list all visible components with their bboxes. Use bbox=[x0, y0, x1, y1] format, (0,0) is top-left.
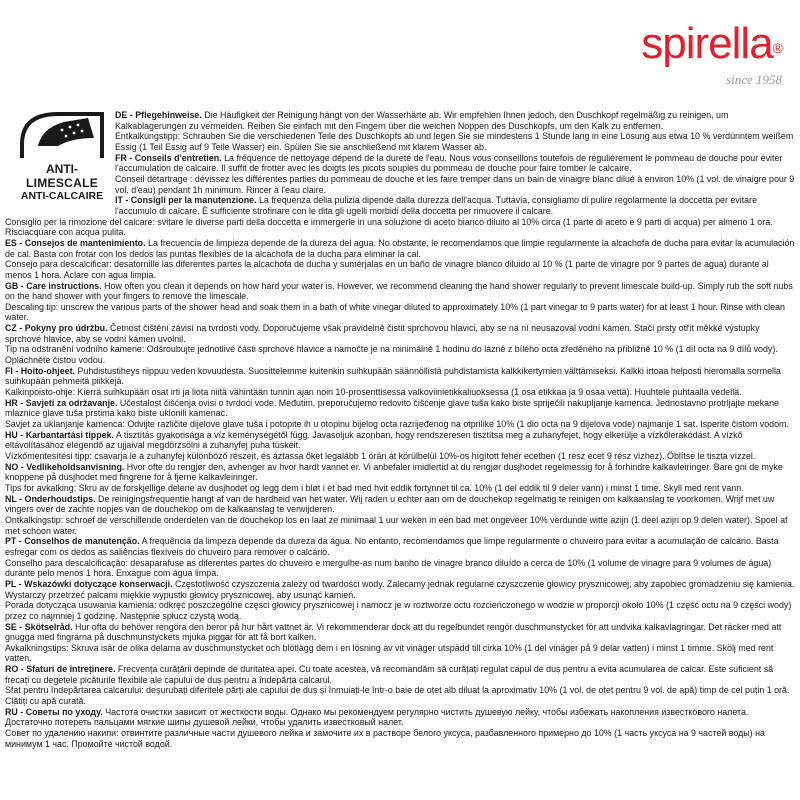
care-instructions-text bbox=[5, 110, 795, 749]
instruction-paragraph bbox=[5, 281, 795, 302]
paragraph-text: Puhdistustiheys riippuu veden kovuudesta. Suosittelemme kuitenkin suihkupään säännöllistä puhdistamista kalkkikertymien välttämiseksi. Kalkki irtoaa helposti hieromalla sormella suihkupään pehmeitä piikkejä. bbox=[5, 365, 781, 387]
language-heading: RU - Советы по уходу. bbox=[5, 706, 103, 717]
instruction-paragraph bbox=[5, 131, 795, 152]
instruction-paragraph bbox=[5, 685, 795, 706]
paragraph-text: Sfat pentru îndepărtarea calcarului: deșurubați diferitele părți ale capului de duș și înmuiați-le într-o baie de oțet alb diluat la aproximativ 10% (1 vol. de oțet pentru 9 vol. de apă) timp de cel puțin 1 oră. Clătiți cu apă curată. bbox=[5, 685, 790, 707]
paragraph-text: Consiglio per la rimozione del calcare: svitare le diverse parti della doccetta e immergerle in una soluzione di aceto bianco diluito al 10% circa (1 parte di aceto e 9 parti di acqua) per almeno 1 ora. Risciacquare con acqua pulita. bbox=[5, 216, 773, 238]
paragraph-text: Entkalkungstipp: Schrauben Sie die verschiedenen Teile des Duschkopfs ab und legen Sie sie mindestens 1 Stunde lang in eine Lösung aus etwa 10 % verdünntem weißem Essig (1 Teil Essig auf 9 Teile Wasser) ein. Spülen Sie sie anschließend mit klarem Wasser ab. bbox=[115, 131, 794, 152]
paragraph-text: Częstotliwość czyszczenia zależy od twardości wody. Zalecamy jednak regularne czyszczenie głowicy prysznicowej, aby zapobiec gromadzeniu się kamienia. Wystarczy przetrzeć palcami miękkie wypustki głowicy prysznicowej, aby usunąć kamień. bbox=[5, 578, 795, 600]
paragraph-text: Četnost čištění závisí na tvrdosti vody. Doporučujeme však pravidelně čistit sprchovou hlavici, aby se na ní neusazoval vodní kámen. Stačí prsty otřít měkké výstupky sprchové hlavice, aby se vodní kámen uvolnil. bbox=[5, 323, 760, 344]
brand-since: since 1958 bbox=[726, 72, 782, 87]
instruction-paragraph bbox=[5, 483, 795, 494]
paragraph-text: Ontkalkingstip: schroef de verschillende onderdelen van de douchekop los en laat ze minimaal 1 uur weken in een bad met ongeveer 10% verdunde witte azijn (1 deel azijn op 9 delen water). Spoel af met schoon water. bbox=[5, 514, 788, 536]
language-heading: GB - Care instructions. bbox=[5, 280, 102, 291]
paragraph-text: La frecuencia de limpieza depende de la dureza del agua. No obstante, le recomendamos que limpie regularmente la alcachofa de ducha para evitar la acumulación de cal. Basta con frotar con los dedos las puntas flexibles de la alcachofa de la ducha para eliminar la cal. bbox=[5, 237, 795, 259]
language-heading: FI - Hoito-ohjeet. bbox=[5, 365, 76, 376]
instruction-paragraph bbox=[5, 515, 795, 536]
language-heading: HU - Karbantartási tippek. bbox=[5, 429, 114, 440]
paragraph-text: Die Häufigkeit der Reinigung hängt von der Wasserhärte ab. Wir empfehlen Ihnen jedoch, den Duschkopf regelmäßig zu reinigen, um Kalkablagerungen zu vermeiden. Reiben Sie einfach mit den Fingern über die weichen Noppen des Duschkopfs, um den Kalk zu entfernen. bbox=[115, 110, 729, 131]
instruction-paragraph bbox=[5, 238, 795, 259]
paragraph-text: Tips for avkalking: Skru av de forskjellige delene av dusjhodet og legg dem i bløt i et bad med hvit eddik fortynnet til ca. 10% (1 del eddik til 9 deler vann) i minst 1 time. Skyll med rent vann. bbox=[5, 482, 744, 493]
language-heading: CZ - Pokyny pro údržbu. bbox=[5, 323, 108, 334]
language-heading: PT - Conselhos de manutenção. bbox=[5, 536, 140, 547]
instruction-paragraph bbox=[5, 430, 795, 451]
instruction-paragraph bbox=[5, 622, 795, 643]
paragraph-text: Savjet za uklanjanje kamenca: Odvijte različite dijelove glave tuša i potopite ih u otopinu bijelog octa razrijeđenog na otprilike 10% (1 dio octa na 9 dijelova vode) najmanje 1 sat. Isperite čistom vodom. bbox=[5, 419, 789, 430]
paragraph-text: A frequência da limpeza depende da dureza da água. No entanto, recomendamos que limpe regularmente o chuveiro para evitar a acumulação de calcário. Basta esfregar com os dedos as saliências flexíveis do chuveiro para remover o calcário. bbox=[5, 536, 779, 557]
paragraph-text: A tisztítás gyakorisága a víz keménységétől függ. Javasoljuk azonban, hogy rendszeresen tisztítsa meg a zuhanyfejet, hogy elkerülje a vízkőlerakódást. A vízkő eltávolításához elegendő az ujjaival megdörzsölni a zuhanyfej puha tüskéit. bbox=[5, 429, 743, 451]
paragraph-text: Совет по удалению накипи: отвинтите различные части душевого лейка и замочите их в растворе белого уксуса, разбавленного примерно до 10% (1 часть уксуса на 9 частей воды) на минимум 1 час. Промойте чистой водой. bbox=[5, 728, 765, 749]
language-heading: RO - Sfaturi de întreținere. bbox=[5, 664, 116, 675]
paragraph-text: Conselho para descalcificação: desaparafuse as diferentes partes do chuveiro e mergulhe-as num banho de vinagre branco diluído a cerca de 10% (1 volume de vinagre para 9 volumes de água) durante pelo menos 1 hora. Enxague com água limpa. bbox=[5, 557, 772, 579]
brand-logo bbox=[641, 19, 782, 88]
paragraph-text: Conseil détartrage : dévissez les différentes parties du pommeau de douche et les faire tremper dans un bain de vinaigre blanc dilué à environ 10% (1 vol. de vinaigre pour 9 vol. d'eau) pendant 1h minimum. Rincer à l'eau claire. bbox=[115, 173, 795, 195]
instruction-paragraph bbox=[5, 110, 795, 131]
instruction-paragraph bbox=[5, 536, 795, 557]
paragraph-text: Frecvența curățării depinde de duritatea apei. Cu toate acestea, vă recomandăm să curățați regulat capul de duș pentru a evita acumularea de calcar. Este suficient să frecați cu degetele picăturile flexibile ale capului de duș pentru a îndepărta calcarul. bbox=[5, 664, 774, 685]
instruction-paragraph bbox=[5, 366, 795, 387]
instruction-paragraph bbox=[5, 728, 795, 749]
paragraph-text: Consejo para descalcificar: desatornille las diferentes partes la alcachofa de ducha y sumérjalas en un baño de vinagre blanco diluido al 10 % (1 parte de vinagre por 9 partes de agua) durante al menos 1 hora. Aclare con agua limpia. bbox=[5, 259, 769, 280]
instruction-paragraph bbox=[5, 195, 795, 216]
language-heading: NL - Onderhoudstips. bbox=[5, 493, 96, 504]
brand-name: spirella bbox=[641, 19, 773, 68]
paragraph-text: Vízkőmentesítési tipp: csavarja le a zuhanyfej különböző részeit, és áztassa őket legalább 1 órán át körülbelül 10%-os hígított fehér ecetben (1 rész ecet 9 rész vízhez). Öblítse le tiszta vízzel. bbox=[5, 451, 756, 461]
paragraph-text: Hur ofta du behöver rengöra den beror på hur hårt vattnet är. Vi rekommenderar dock att du regelbundet rengör duschmunstycket för att undvika kalkavlagringar. Det räcker med att gnugga med fingrarna på duschmunstyckets mjuka piggar för att få bort kalken. bbox=[5, 621, 782, 643]
language-heading: HR - Savjeti za održavanje. bbox=[5, 397, 118, 408]
paragraph-text: La fréquence de nettoyage dépend de la dureté de l'eau. Nous vous conseillons toutefois de régulièrement le pommeau de douche pour éviter l'accumulation de calcaire. Il suffit de frotter avec les doigts les picots souples du pommeau de douche pour faire tomber le calcaire. bbox=[115, 152, 783, 174]
badge-anti-calcaire: ANTI-CALCAIRE bbox=[20, 190, 104, 202]
paragraph-text: Učestalost čišćenja ovisi o tvrdoći vode. Međutim, preporučujemo redovito čišćenje glave tuša kako biste spriječili nakupljanje kamenca. Jednostavno protrljajte mekane mlaznice glave tuša prstima kako biste uklonili kamenac. bbox=[5, 397, 779, 419]
instruction-paragraph bbox=[5, 664, 795, 685]
instruction-paragraph bbox=[5, 302, 795, 323]
language-heading: ES - Consejos de mantenimiento. bbox=[5, 237, 146, 248]
paragraph-text: De reinigingsfrequentie hangt af van de hardheid van het water. Wij raden u echter aan om de douchekop regelmatig te reinigen om kalkaanslag te voorkomen. Wrijf met uw vingers over de zachte nopjes van de douchekop om de kalkaanslag te verwijderen. bbox=[5, 493, 775, 515]
instruction-paragraph bbox=[5, 558, 795, 579]
badge-limescale: LIMESCALE bbox=[25, 176, 99, 190]
instruction-paragraph bbox=[5, 600, 795, 621]
badge-anti: ANTI- bbox=[46, 162, 78, 176]
paragraph-text: Descaling tip: unscrew the various parts of the shower head and soak them in a bath of white vinegar diluted to approximately 10% (1 part vinegar to 9 parts water) for at least 1 hour. Rinse with clean water. bbox=[5, 301, 785, 323]
instruction-paragraph bbox=[5, 387, 795, 398]
instruction-paragraph bbox=[5, 419, 795, 430]
language-heading: DE - Pflegehinweise. bbox=[115, 110, 202, 120]
paragraph-text: How often you clean it depends on how hard your water is. However, we recommend cleaning the hand shower regularly to prevent limescale build-up. Simply rub the soft nubs on the hand shower with your fingers to remove the limescale. bbox=[5, 280, 793, 302]
paragraph-text: Частота очистки зависит от жесткости воды. Однако мы рекомендуем регулярно чистить душевую лейку, чтобы избежать накопления известкового налета. Достаточно потереть пальцами мягкие шипы душевой лейки, чтобы удалить известковый налет. bbox=[5, 706, 749, 728]
instruction-paragraph bbox=[5, 707, 795, 728]
instruction-paragraph bbox=[5, 579, 795, 600]
instruction-paragraph bbox=[5, 643, 795, 664]
instruction-paragraph bbox=[5, 174, 795, 195]
paragraph-text: Kalkinpoisto-ohje: Kierrä suihkupään osat irti ja liota niitä vähintään tunnin ajan noin 10-prosenttisessa valkoviinietikkaliuoksessa (1 osa etikkaa ja 9 osaa vettä). Huuhtele puhtaalla vedellä. bbox=[5, 387, 742, 398]
language-heading: PL - Wskazówki dotyczące konserwacji. bbox=[5, 578, 173, 589]
paragraph-text: Tip na odstranění vodního kamene: Odšroubujte jednotlivé části sprchové hlavice a namočte je na minimálně 1 hodinu do lázně z bílého octa zředěného na přibližně 10 % (1 díl octa na 9 dílů vody). Opláchněte čistou vodou. bbox=[5, 344, 778, 366]
instruction-paragraph bbox=[5, 259, 795, 280]
registered-mark: ® bbox=[772, 40, 782, 56]
paragraph-text: La frequenza della pulizia dipende dalla durezza dell'acqua. Tuttavia, consigliamo di pulire regolarmente la doccetta per evitare l'accumulo di calcare. È sufficiente strofinare con le dita gli ugelli morbidi della doccetta per rimuovere il calcare. bbox=[115, 195, 758, 216]
language-heading: NO - Vedlikeholdsanvisning. bbox=[5, 461, 125, 472]
language-heading: FR - Conseils d'entretien. bbox=[115, 152, 222, 163]
instruction-paragraph bbox=[5, 153, 795, 174]
instruction-paragraph bbox=[5, 344, 795, 365]
instruction-paragraph bbox=[5, 494, 795, 515]
language-heading: SE - Skötselråd. bbox=[5, 621, 73, 632]
instruction-paragraph bbox=[5, 323, 795, 344]
language-heading: IT - Consigli per la manutenzione. bbox=[115, 195, 257, 206]
instruction-paragraph bbox=[5, 451, 795, 462]
paragraph-text: Avkalkningstips: Skruva isär de olika delarna av duschmunstycket och blötlägg dem i en lösning av vit vinäger utspädd till cirka 10% (1 del vinäger på 9 delar vatten) i minst 1 timme. Skölj med rent vatten. bbox=[5, 642, 774, 664]
instruction-paragraph bbox=[5, 217, 795, 238]
paragraph-text: Porada dotycząca usuwania kamienia: odkręć poszczególne części głowicy prysznicowej i namocz je w roztworze octu rozcieńczonego w wodzie w proporcji około 10% (1 część octu na 9 części wody) przez co najmniej 1 godzinę. Następnie spłucz czystą wodą. bbox=[5, 600, 792, 621]
instruction-paragraph bbox=[5, 398, 795, 419]
paragraph-text: Hvor ofte du rengjør den, avhenger av hvor hardt vannet er. Vi anbefaler imidlertid at du rengjør dusjhodet regelmessig for å forhindre kalkavleiringer. Bare gni de myke knoppene på dusjhodet med fingrene for å fjerne kalkavleiringer. bbox=[5, 461, 783, 483]
instruction-paragraph bbox=[5, 462, 795, 483]
